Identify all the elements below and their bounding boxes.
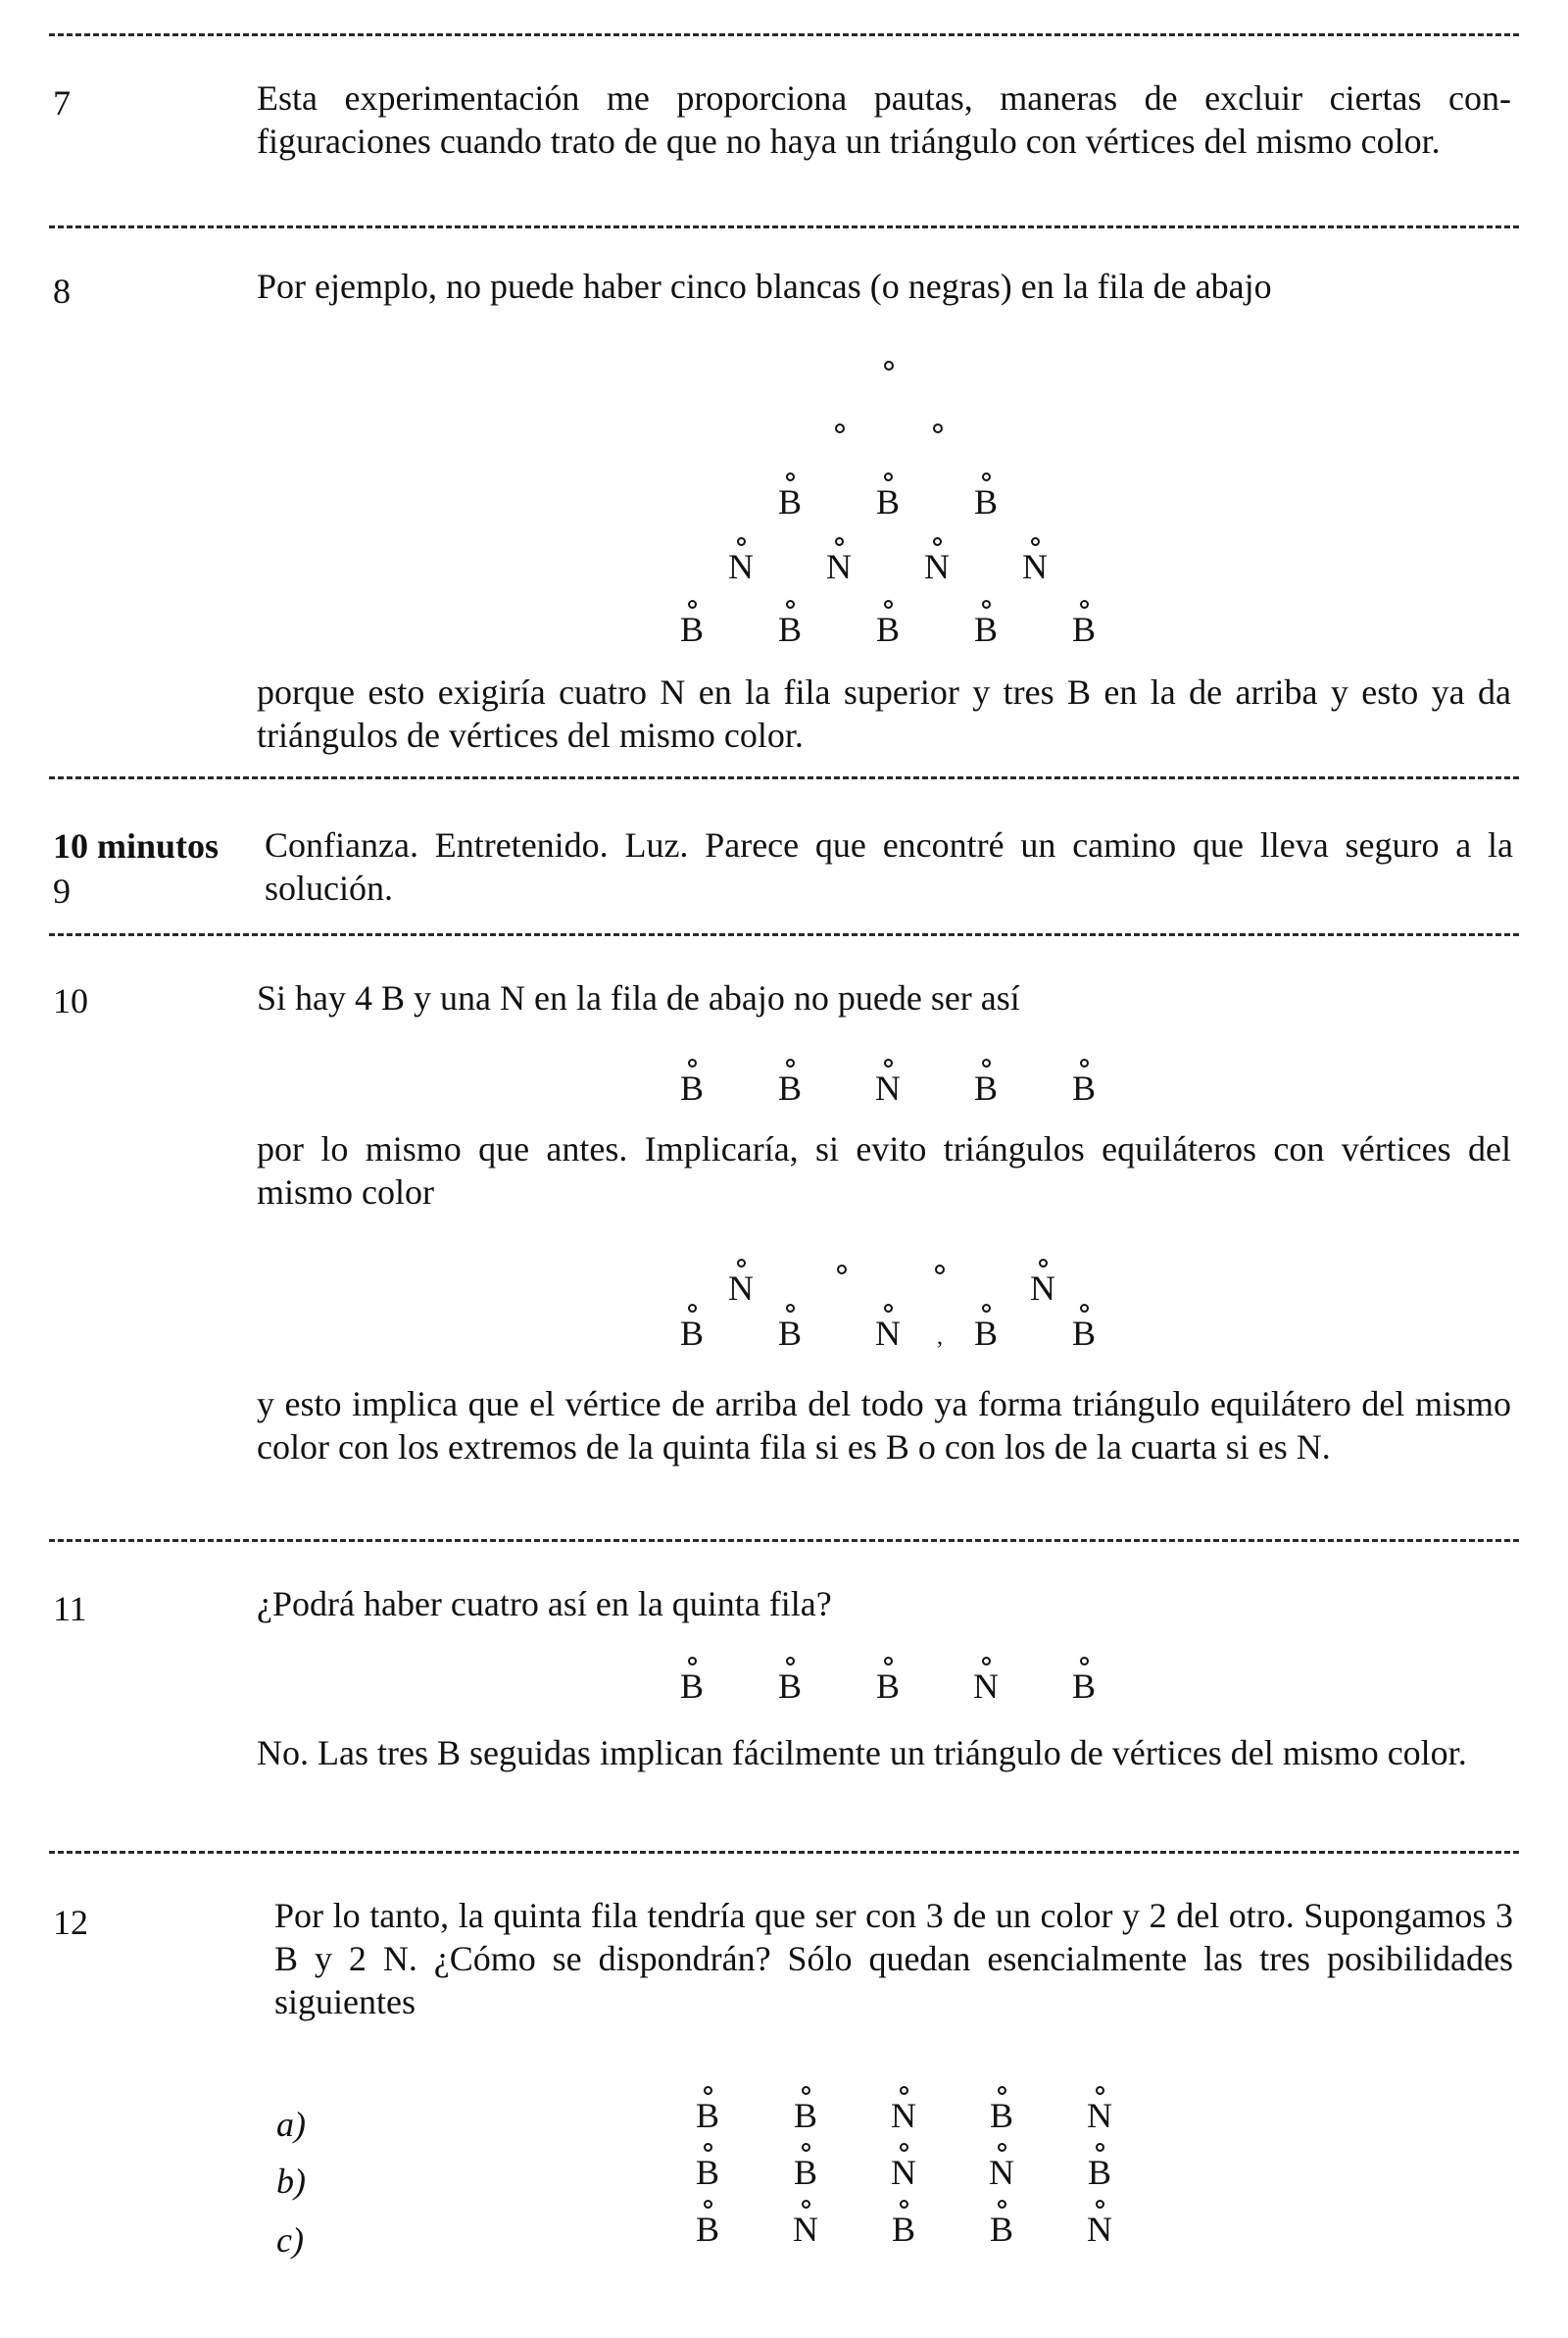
vertex: B [781, 2086, 830, 2134]
option-label: b) [276, 2162, 306, 2201]
vertex: B [765, 600, 814, 648]
section-number: 7 [53, 83, 71, 123]
vertex: B [667, 1304, 716, 1352]
section-divider [49, 1851, 1519, 1854]
vertex-empty [837, 1265, 847, 1274]
vertex: B [667, 600, 716, 648]
section-text: Esta experimentación me proporciona pautas, maneras de excluir ciertas con- figuraciones cuando trato de que no haya un triángulo con vértices del mismo color. [257, 78, 1511, 161]
section-intro: Por lo tanto, la quinta fila tendría que ser con 3 de un color y 2 del otro. Supongamos 3 B y 2 N. ¿Cómo se dispondrán? Sólo quedan esencialmente las tres posibilidades siguientes [274, 1896, 1513, 2021]
vertex: N [716, 1259, 765, 1307]
vertex: B [683, 2200, 732, 2248]
section-intro: Por ejemplo, no puede haber cinco blancas (o negras) en la fila de abajo [257, 267, 1272, 306]
section-divider [49, 1539, 1519, 1542]
section-divider [49, 33, 1519, 36]
option-label: a) [276, 2105, 306, 2144]
section-number: 11 [53, 1589, 87, 1628]
vertex: B [1059, 600, 1108, 648]
vertex: N [961, 1657, 1010, 1705]
section-number: 10 [53, 981, 88, 1020]
vertex: B [1059, 1304, 1108, 1352]
option-label: c) [276, 2220, 304, 2260]
vertex: N [912, 537, 961, 585]
vertex: B [667, 1059, 716, 1107]
vertex: B [1059, 1657, 1108, 1705]
section-divider [49, 933, 1519, 936]
section-number: 12 [53, 1903, 88, 1942]
vertex: B [977, 2086, 1026, 2134]
vertex: B [765, 1304, 814, 1352]
vertex: B [765, 1657, 814, 1705]
section-time: 10 minutos [53, 826, 220, 866]
vertex-empty [884, 361, 894, 371]
vertex: N [1010, 537, 1059, 585]
vertex: B [683, 2143, 732, 2191]
vertex-empty [933, 423, 943, 433]
vertex: N [716, 537, 765, 585]
vertex: N [863, 1304, 912, 1352]
stray-mark: , [937, 1324, 943, 1350]
vertex: B [1075, 2143, 1124, 2191]
vertex: N [977, 2143, 1026, 2191]
vertex: B [977, 2200, 1026, 2248]
vertex: B [863, 1657, 912, 1705]
vertex: B [765, 473, 814, 521]
vertex: B [765, 1059, 814, 1107]
section-intro: Si hay 4 B y una N en la fila de abajo no puede ser así [257, 978, 1020, 1018]
section-conclusion: No. Las tres B seguidas implican fácilmente un triángulo de vértices del mismo color. [257, 1733, 1467, 1772]
vertex: B [961, 473, 1010, 521]
vertex-empty [935, 1265, 945, 1274]
vertex: N [1075, 2086, 1124, 2134]
vertex: N [1075, 2200, 1124, 2248]
section-intro: ¿Podrá haber cuatro así en la quinta fila? [257, 1584, 832, 1623]
vertex: B [961, 1059, 1010, 1107]
vertex: B [781, 2143, 830, 2191]
vertex: B [667, 1657, 716, 1705]
vertex: N [781, 2200, 830, 2248]
section-conclusion: porque esto exigiría cuatro N en la fila superior y tres B en la de arriba y esto ya da triángulos de vértices del mismo color. [257, 672, 1511, 755]
section-middle: por lo mismo que antes. Implicaría, si evito triángulos equiláteros con vértices del mismo color [257, 1129, 1511, 1212]
vertex: N [814, 537, 863, 585]
vertex: B [863, 473, 912, 521]
vertex: B [1059, 1059, 1108, 1107]
vertex: N [879, 2086, 928, 2134]
vertex: B [683, 2086, 732, 2134]
section-text: Confianza. Entretenido. Luz. Parece que encontré un camino que lleva seguro a la solución. [265, 825, 1513, 908]
vertex-empty [835, 423, 845, 433]
section-divider [49, 776, 1519, 779]
section-number: 9 [53, 871, 71, 911]
section-divider [49, 225, 1519, 228]
section-conclusion: y esto implica que el vértice de arriba del todo ya forma triángulo equilátero del mismo color con los extremos de la quinta fila si es B o con los de la cuarta si es N. [257, 1384, 1511, 1467]
section-number: 8 [53, 272, 71, 311]
vertex: B [863, 600, 912, 648]
vertex: B [961, 1304, 1010, 1352]
vertex: B [879, 2200, 928, 2248]
vertex: N [1018, 1259, 1067, 1307]
vertex: N [863, 1059, 912, 1107]
vertex: B [961, 600, 1010, 648]
vertex: N [879, 2143, 928, 2191]
